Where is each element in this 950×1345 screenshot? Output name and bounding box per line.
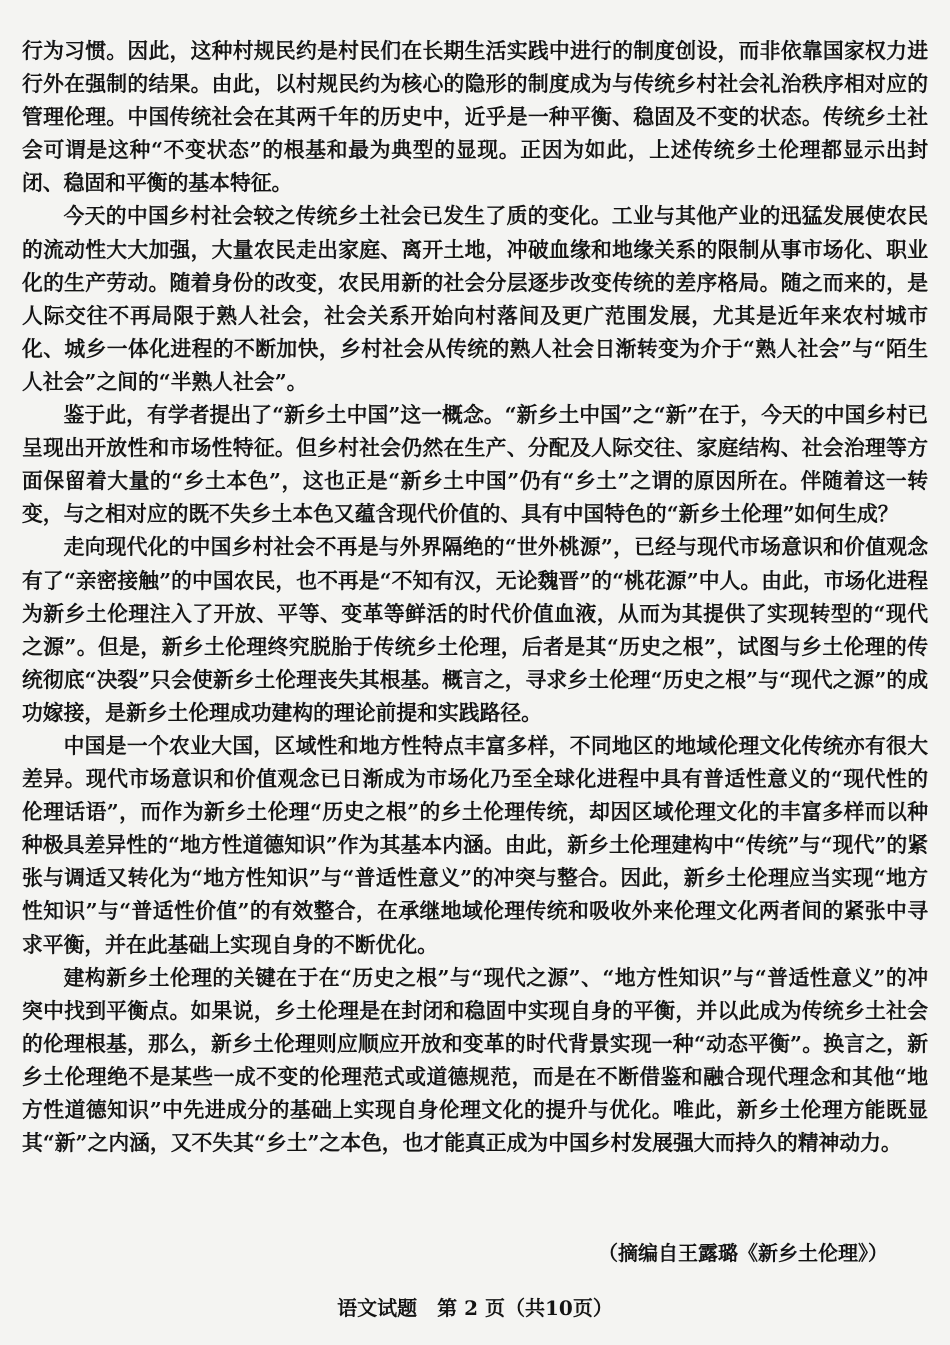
paragraph: 今天的中国乡村社会较之传统乡土社会已发生了质的变化。工业与其他产业的迅猛发展使农民的流动性大大加强，大量农民走出家庭、离开土地，冲破血缘和地缘关系的限制从事市场化、职业化的生产劳动。随着身份的改变，农民用新的社会分层逐步改变传统的差序格局。随之而来的，是人际交往不再局限于熟人社会，社会关系开始向村落间及更广范围发展，尤其是近年来农村城市化、城乡一体化进程的不断加快，乡村社会从传统的熟人社会日渐转变为介于“熟人社会”与“陌生人社会”之间的“半熟人社会”。 [22, 203, 928, 394]
paragraph: 鉴于此，有学者提出了“新乡土中国”这一概念。“新乡土中国”之“新”在于，今天的中国乡村已呈现出开放性和市场性特征。但乡村社会仍然在生产、分配及人际交往、家庭结构、社会治理等方面保留着大量的“乡土本色”，这也正是“新乡土中国”仍有“乡土”之谓的原因所在。伴随着这一转变，与之相对应的既不失乡土本色又蕴含现代价值的、具有中国特色的“新乡土伦理”如何生成？ [22, 402, 928, 527]
article-body [22, 34, 928, 1159]
paragraph: 走向现代化的中国乡村社会不再是与外界隔绝的“世外桃源”，已经与现代市场意识和价值观念有了“亲密接触”的中国农民，也不再是“不知有汉，无论魏晋”的“桃花源”中人。由此，市场化进程为新乡土伦理注入了开放、平等、变革等鲜活的时代价值血液，从而为其提供了实现转型的“现代之源”。但是，新乡土伦理终究脱胎于传统乡土伦理，后者是其“历史之根”，试图与乡土伦理的传统彻底“决裂”只会使新乡土伦理丧失其根基。概言之，寻求乡土伦理“历史之根”与“现代之源”的成功嫁接，是新乡土伦理成功建构的理论前提和实践路径。 [22, 534, 928, 725]
source-citation: （摘编自王露璐《新乡土伦理》） [598, 1241, 888, 1265]
paragraph: 建构新乡土伦理的关键在于在“历史之根”与“现代之源”、“地方性知识”与“普适性意义”的冲突中找到平衡点。如果说，乡土伦理是在封闭和稳固中实现自身的平衡，并以此成为传统乡土社会的伦理根基，那么，新乡土伦理则应顺应开放和变革的时代背景实现一种“动态平衡”。换言之，新乡土伦理绝不是某些一成不变的伦理范式或道德规范，而是在不断借鉴和融合现代理念和其他“地方性道德知识”中先进成分的基础上实现自身伦理文化的提升与优化。唯此，新乡土伦理方能既显其“新”之内涵，又不失其“乡土”之本色，也才能真正成为中国乡村发展强大而持久的精神动力。 [22, 964, 928, 1156]
paragraph: 中国是一个农业大国，区域性和地方性特点丰富多样，不同地区的地域伦理文化传统亦有很大差异。现代市场意识和价值观念已日渐成为市场化乃至全球化进程中具有普适性意义的“现代性的伦理话语”，而作为新乡土伦理“历史之根”的乡土伦理传统，却因区域伦理文化的丰富多样而以种种极具差异性的“地方性道德知识”作为其基本内涵。由此，新乡土伦理建构中“传统”与“现代”的紧张与调适又转化为“地方性知识”与“普适性意义”的冲突与整合。因此，新乡土伦理应当实现“地方性知识”与“普适性价值”的有效整合，在承继地域伦理传统和吸收外来伦理文化两者间的紧张中寻求平衡，并在此基础上实现自身的不断优化。 [22, 732, 928, 957]
paragraph: 行为习惯。因此，这种村规民约是村民们在长期生活实践中进行的制度创设，而非依靠国家权力进行外在强制的结果。由此，以村规民约为核心的隐形的制度成为与传统乡村社会礼治秩序相对应的管理伦理。中国传统社会在其两千年的历史中，近乎是一种平衡、稳固及不变的状态。传统乡土社会可谓是这种“不变状态”的根基和最为典型的显现。正因为如此，上述传统乡土伦理都显示出封闭、稳固和平衡的基本特征。 [22, 38, 928, 196]
page-footer: 语文试题 第 2 页（共10页） [337, 1296, 613, 1320]
